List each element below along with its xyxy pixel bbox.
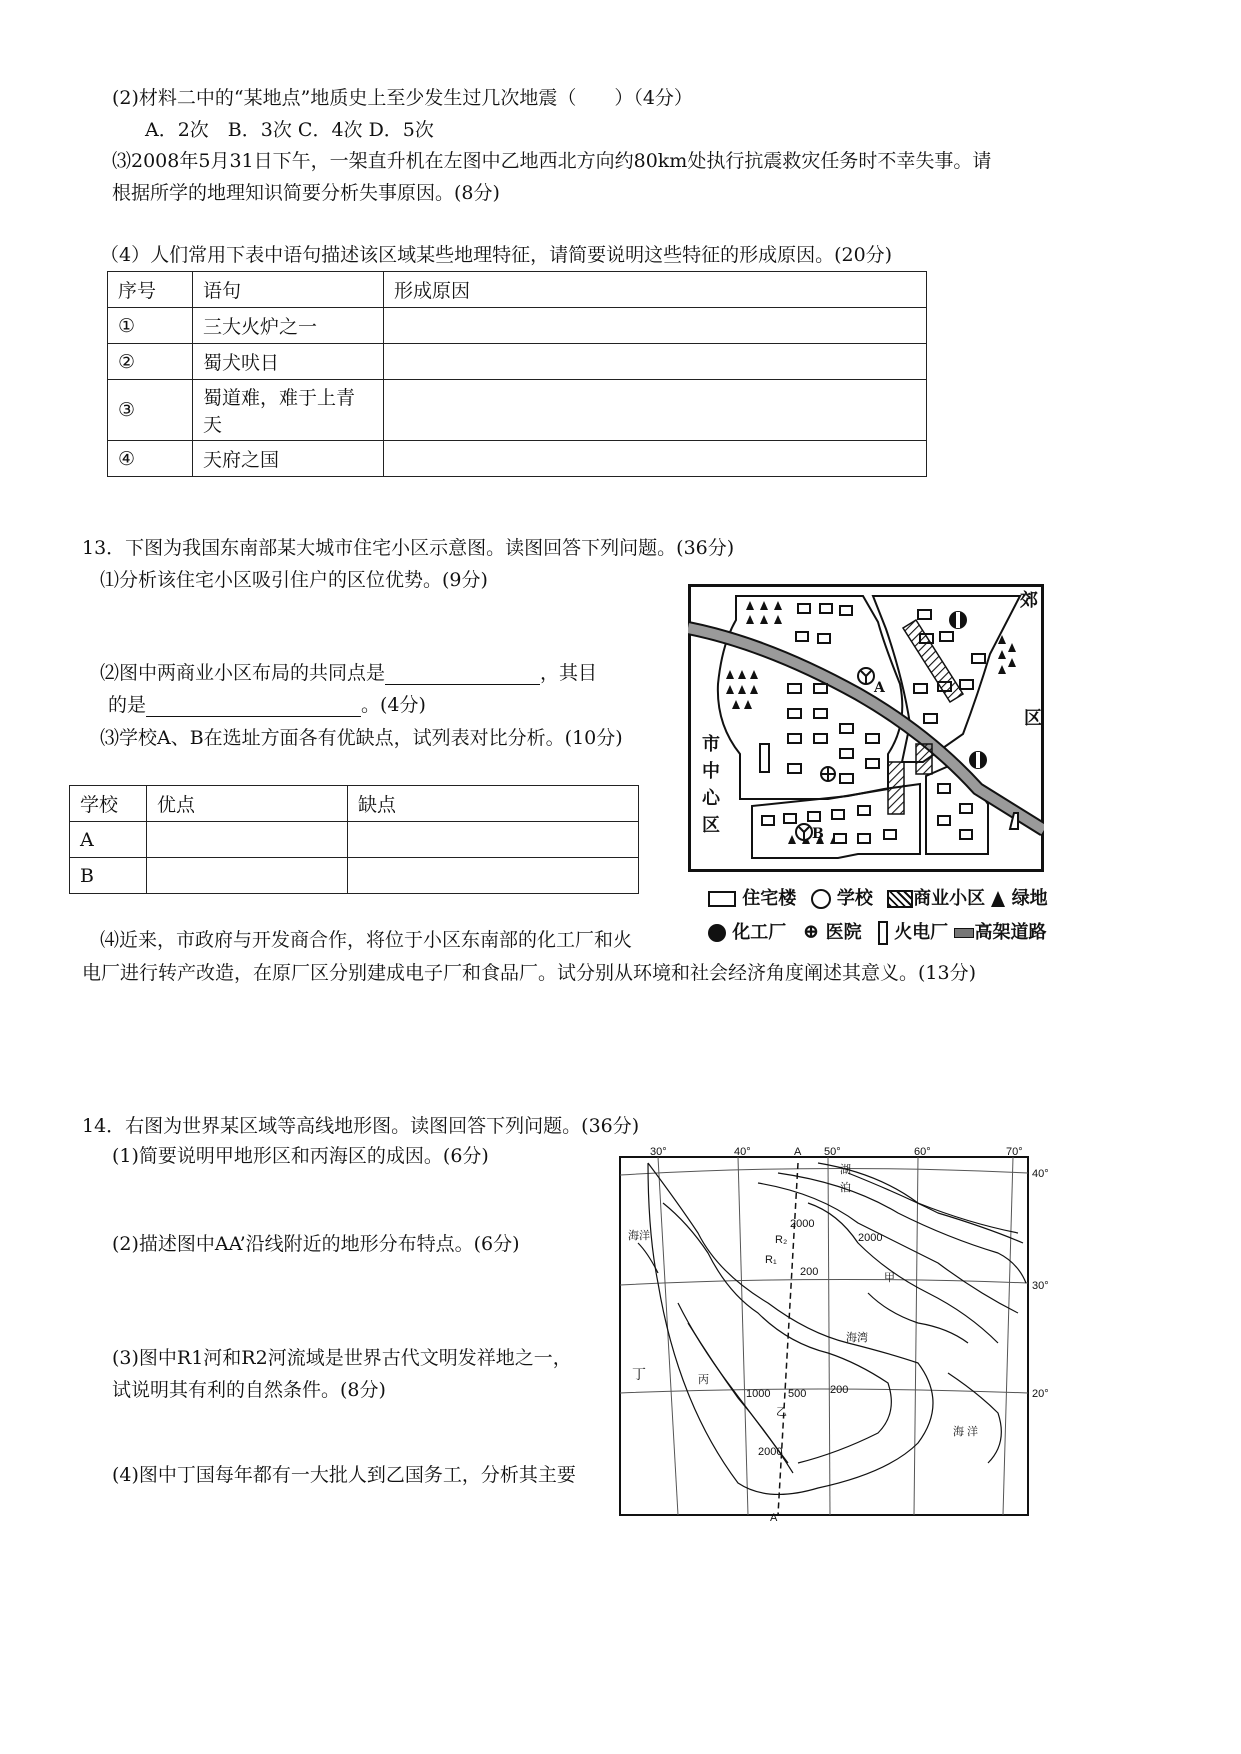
contour-2000-a: 2000 xyxy=(790,1218,815,1230)
header-cell: 缺点 xyxy=(348,786,639,822)
cell-index: ① xyxy=(108,308,193,344)
q14-part1: (1)简要说明甲地形区和丙海区的成因。(6分) xyxy=(112,1145,489,1167)
cell-answer[interactable] xyxy=(384,380,927,441)
q13-part1: ⑴分析该住宅小区吸引住户的区位优势。(9分) xyxy=(100,569,488,591)
answer-blank-2[interactable] xyxy=(146,696,361,717)
center-label-1: 市 xyxy=(702,734,720,755)
gulf-label: 海湾 xyxy=(846,1332,868,1344)
cell-index: ② xyxy=(108,344,193,380)
header-cell: 形成原因 xyxy=(384,272,927,308)
contour-topographic-map xyxy=(618,1143,1058,1523)
table-row xyxy=(70,858,639,894)
lake-label-1: 湖 xyxy=(840,1164,851,1176)
school-a-label: A xyxy=(874,680,885,696)
legend-residential: 住宅楼 xyxy=(742,888,797,909)
cell-answer[interactable] xyxy=(384,308,927,344)
q13-part2-line2 xyxy=(108,694,426,717)
q13-part2-line1 xyxy=(100,662,597,685)
residential-legend-icon xyxy=(708,891,736,907)
q13-part2-text-c: 的是 xyxy=(108,694,147,716)
q14-part3-line2: 试说明其有利的自然条件。(8分) xyxy=(112,1379,386,1401)
commercial-legend-icon xyxy=(887,890,913,908)
q13-part3: ⑶学校A、B在选址方面各有优缺点，试列表对比分析。(10分) xyxy=(100,727,623,749)
q14-part4: (4)图中丁国每年都有一大批人到乙国务工，分析其主要 xyxy=(112,1464,576,1486)
lon-70: 70° xyxy=(1006,1146,1023,1158)
q14-part2: (2)描述图中AA’沿线附近的地形分布特点。(6分) xyxy=(112,1233,520,1255)
q14-part3-line1: (3)图中R1河和R2河流域是世界古代文明发祥地之一， xyxy=(112,1347,572,1369)
cell-answer[interactable] xyxy=(384,441,927,477)
lat-30: 30° xyxy=(1032,1280,1049,1292)
cell-phrase: 三大火炉之一 xyxy=(193,308,384,344)
header-cell: 优点 xyxy=(147,786,348,822)
green-legend-icon xyxy=(991,891,1005,907)
hospital-symbol xyxy=(821,767,835,781)
school-b-label: B xyxy=(812,826,824,842)
suburb-label-1: 郊 xyxy=(1020,590,1038,611)
q13-table xyxy=(69,785,639,894)
point-a-label: A xyxy=(794,1146,802,1158)
residential-district-map xyxy=(688,584,1044,874)
lon-40: 40° xyxy=(734,1146,751,1158)
lat-20: 20° xyxy=(1032,1388,1049,1400)
contour-2000-c: 2000 xyxy=(758,1446,783,1458)
q12-part3-line2: 根据所学的地理知识简要分析失事原因。(8分) xyxy=(112,182,500,204)
lon-30: 30° xyxy=(650,1146,667,1158)
center-label-2: 中 xyxy=(702,761,720,782)
legend-road: 高架道路 xyxy=(974,922,1047,943)
country-yi-label: 乙 xyxy=(776,1406,787,1418)
legend-chemical: 化工厂 xyxy=(732,922,787,943)
cell-school: A xyxy=(70,822,147,858)
map-frame xyxy=(690,586,1043,871)
table-row xyxy=(108,441,927,477)
lon-60: 60° xyxy=(914,1146,931,1158)
table-row xyxy=(108,380,927,441)
cell-pros[interactable] xyxy=(147,858,348,894)
header-cell: 序号 xyxy=(108,272,193,308)
legend-row-1 xyxy=(708,884,1048,910)
cell-index: ④ xyxy=(108,441,193,477)
cell-cons[interactable] xyxy=(348,822,639,858)
cell-pros[interactable] xyxy=(147,822,348,858)
q13-part2-text-a: ⑵图中两商业小区布局的共同点是 xyxy=(100,662,386,684)
q13-title: 13．下图为我国东南部某大城市住宅小区示意图。读图回答下列问题。(36分) xyxy=(82,537,735,559)
contour-200-a: 200 xyxy=(800,1266,819,1278)
cell-cons[interactable] xyxy=(348,858,639,894)
lake-label-2: 泊 xyxy=(840,1182,851,1194)
region-jia-label: 甲 xyxy=(884,1272,895,1284)
table-header-row xyxy=(108,272,927,308)
q12-part2: (2)材料二中的“某地点”地质史上至少发生过几次地震（ ）（4分） xyxy=(112,87,693,109)
contour-2000-b: 2000 xyxy=(858,1232,883,1244)
cell-phrase: 蜀道难，难于上青天 xyxy=(193,380,384,441)
cell-phrase: 天府之国 xyxy=(193,441,384,477)
q13-part4-line1: ⑷近来，市政府与开发商合作，将位于小区东南部的化工厂和火 xyxy=(100,929,633,951)
q14-title: 14．右图为世界某区域等高线地形图。读图回答下列问题。(36分) xyxy=(82,1115,640,1137)
legend-row-2 xyxy=(708,918,1046,945)
header-cell: 语句 xyxy=(193,272,384,308)
contour-200-b: 200 xyxy=(830,1384,849,1396)
center-label-4: 区 xyxy=(702,815,720,836)
legend-green: 绿地 xyxy=(1011,888,1048,909)
lon-50: 50° xyxy=(824,1146,841,1158)
q13-part2-text-b: ，其目 xyxy=(540,662,598,684)
legend-commercial: 商业小区 xyxy=(913,888,986,909)
header-cell: 学校 xyxy=(70,786,147,822)
table-row xyxy=(108,344,927,380)
table-row xyxy=(70,822,639,858)
suburb-label-2: 区 xyxy=(1024,708,1042,729)
chemical-legend-icon xyxy=(708,924,726,942)
contour-500: 500 xyxy=(788,1388,807,1400)
q12-table xyxy=(107,271,927,477)
table-header-row xyxy=(70,786,639,822)
road-legend-icon xyxy=(954,928,974,938)
river-r1-label: R₁ xyxy=(765,1254,777,1266)
legend-power: 火电厂 xyxy=(894,922,949,943)
center-label-3: 心 xyxy=(702,788,720,809)
school-legend-icon xyxy=(811,889,831,909)
lat-40: 40° xyxy=(1032,1168,1049,1180)
cell-index: ③ xyxy=(108,380,193,441)
answer-blank-1[interactable] xyxy=(385,664,540,685)
q13-part2-text-d: 。(4分) xyxy=(361,694,426,716)
sea-bing-label: 丙 xyxy=(698,1374,709,1386)
legend-school: 学校 xyxy=(836,888,873,909)
q12-part3-line1: ⑶2008年5月31日下午，一架直升机在左图中乙地西北方向约80km处执行抗震救灾任务时不幸失事。请 xyxy=(112,150,992,172)
cell-answer[interactable] xyxy=(384,344,927,380)
ocean-nw-label: 海洋 xyxy=(628,1230,650,1242)
cell-school: B xyxy=(70,858,147,894)
contour-1000: 1000 xyxy=(746,1388,771,1400)
hospital-legend-icon: ⊕ xyxy=(802,919,820,943)
table-row xyxy=(108,308,927,344)
q13-part4-line2: 电厂进行转产改造，在原厂区分别建成电子厂和食品厂。试分别从环境和社会经济角度阐述其意义。(13分) xyxy=(82,962,977,984)
river-r2-label: R₂ xyxy=(775,1234,788,1246)
ocean-se-label: 海 洋 xyxy=(953,1426,979,1438)
legend-hospital: 医院 xyxy=(825,922,862,943)
cell-phrase: 蜀犬吠日 xyxy=(193,344,384,380)
power-legend-icon xyxy=(878,921,888,945)
q12-part4: （4）人们常用下表中语句描述该区域某些地理特征，请简要说明这些特征的形成原因。(20分) xyxy=(100,244,893,266)
q12-part2-options: A．2次 B．3次 C．4次 D．5次 xyxy=(145,119,434,141)
point-a-prime-label: A' xyxy=(770,1512,780,1523)
country-ding-label: 丁 xyxy=(632,1366,646,1382)
